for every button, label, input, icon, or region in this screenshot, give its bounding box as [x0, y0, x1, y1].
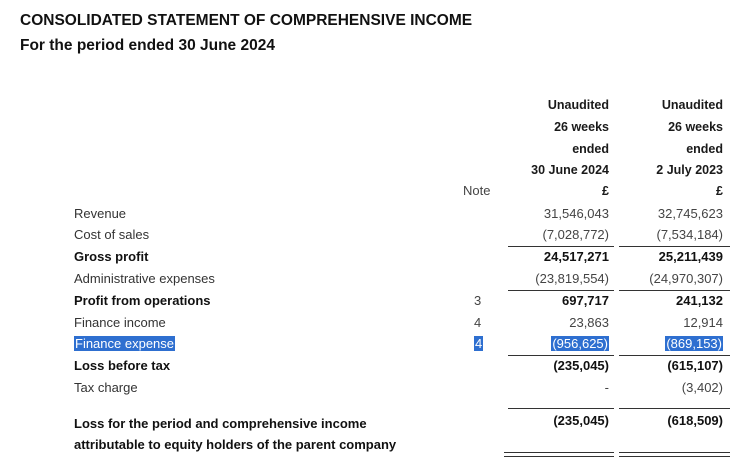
row-label: Gross profit [74, 249, 149, 264]
table-row-loss-before-tax [0, 356, 743, 377]
table-row-finance-income [0, 313, 743, 334]
row-value-2023: (7,534,184) [656, 227, 723, 242]
table-row-tax-charge [0, 378, 743, 399]
row-note-selected[interactable]: 4 [475, 336, 483, 351]
row-value-2024: - [604, 380, 609, 395]
row-value-2024: 697,717 [562, 293, 609, 308]
total-rule [508, 408, 614, 409]
row-value-2023-selected[interactable]: (869,153) [666, 336, 722, 351]
table-row-gross-profit [0, 247, 743, 268]
table-row-revenue [0, 204, 743, 225]
statement-title: CONSOLIDATED STATEMENT OF COMPREHENSIVE INCOME [20, 12, 473, 29]
row-value-2023: 12,914 [683, 315, 723, 330]
final-label-line1: Loss for the period and comprehensive income [74, 416, 367, 431]
row-value-2023: 32,745,623 [657, 206, 723, 221]
col1-header-line1: Unaudited [547, 98, 609, 112]
row-label: Revenue [74, 206, 127, 221]
final-value-2023: (618,509) [667, 413, 723, 428]
row-note: 3 [474, 293, 482, 308]
row-value-2024: (7,028,772) [542, 227, 609, 242]
col2-header-line1: Unaudited [661, 98, 723, 112]
row-value-2023: 241,132 [676, 293, 723, 308]
row-value-2024-selected[interactable]: (956,625) [552, 336, 608, 351]
row-label: Finance income [74, 315, 166, 330]
final-row-label [74, 413, 396, 455]
row-value-2023: 25,211,439 [658, 249, 723, 264]
statement-subtitle: For the period ended 30 June 2024 [20, 37, 275, 54]
row-value-2024: 23,863 [569, 315, 609, 330]
total-rule [619, 408, 730, 409]
row-value-2024: (23,819,554) [535, 271, 609, 286]
row-value-2023: (24,970,307) [649, 271, 723, 286]
col1-header-line4: 30 June 2024 [531, 163, 609, 177]
final-value-2024: (235,045) [553, 413, 609, 428]
table-row-profit-from-operations [0, 291, 743, 312]
row-value-2024: 31,546,043 [543, 206, 609, 221]
row-value-2024: 24,517,271 [543, 249, 609, 264]
row-label-selected[interactable]: Finance expense [75, 336, 175, 351]
row-note: 4 [474, 315, 482, 330]
col2-currency: £ [716, 184, 723, 198]
note-column-header: Note [463, 183, 491, 198]
table-row-admin-expenses [0, 269, 743, 290]
col1-header-line3: ended [572, 142, 609, 156]
row-label: Administrative expenses [74, 271, 215, 286]
row-value-2023: (615,107) [667, 358, 723, 373]
row-value-2024: (235,045) [553, 358, 609, 373]
double-underline [619, 452, 730, 457]
final-label-line2: attributable to equity holders of the parent company [74, 437, 397, 452]
col1-currency: £ [602, 184, 609, 198]
col2-header-line2: 26 weeks [668, 120, 723, 134]
col2-header-line3: ended [686, 142, 723, 156]
double-underline [504, 452, 614, 457]
row-label: Tax charge [74, 380, 138, 395]
table-row-cost-of-sales [0, 225, 743, 246]
row-value-2023: (3,402) [681, 380, 723, 395]
col2-header-line4: 2 July 2023 [656, 163, 723, 177]
col1-header-line2: 26 weeks [554, 120, 609, 134]
row-label: Profit from operations [74, 293, 211, 308]
row-label: Cost of sales [74, 227, 150, 242]
table-row-finance-expense[interactable] [0, 334, 743, 355]
row-label: Loss before tax [74, 358, 171, 373]
